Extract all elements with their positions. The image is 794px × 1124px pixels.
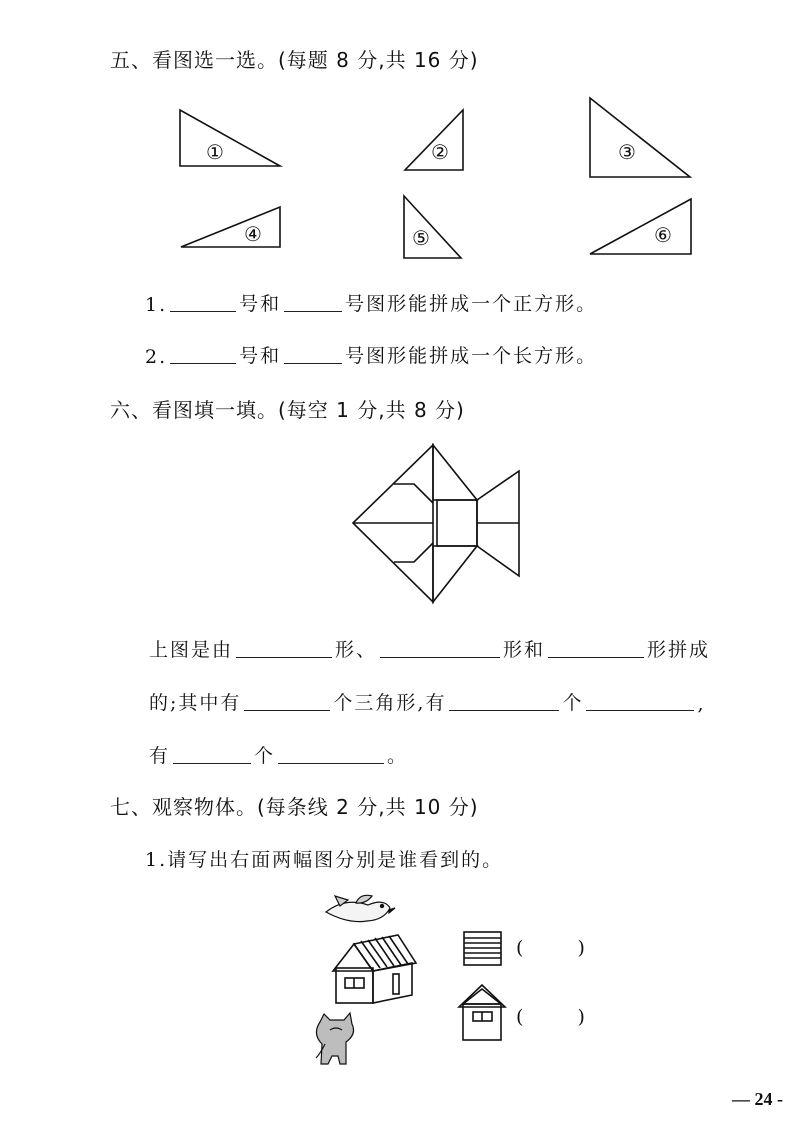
- fill-text: 个三角形,有: [333, 692, 447, 714]
- question-text: 号图形能拼成一个长方形。: [345, 345, 598, 367]
- fill-text: 个: [254, 745, 276, 767]
- fill-text: 的;其中有: [149, 692, 242, 714]
- question-text: 号和: [239, 293, 282, 315]
- fill-text: 有: [149, 745, 171, 767]
- section7-heading: 七、观察物体。(每条线 2 分,共 10 分): [110, 795, 479, 819]
- shape-label: ④: [244, 222, 262, 246]
- fill-text: 。: [387, 745, 409, 767]
- question-number: 2.: [145, 346, 168, 368]
- house-illustration: [333, 935, 416, 1003]
- cat-illustration: [316, 1013, 354, 1064]
- front-view-figure: [459, 985, 505, 1040]
- question-text: 号图形能拼成一个正方形。: [345, 293, 598, 315]
- shape-label: ⑥: [654, 223, 672, 247]
- fill-text: 形拼成: [647, 639, 711, 661]
- fill-text: 形和: [503, 639, 546, 661]
- top-view-figure: [464, 932, 501, 965]
- section5-heading: 五、看图选一选。(每题 8 分,共 16 分): [110, 48, 479, 72]
- section6-heading: 六、看图填一填。(每空 1 分,共 8 分): [110, 398, 465, 422]
- answer-paren-1[interactable]: ( ): [516, 937, 609, 959]
- s7-question-1: 1.请写出右面两幅图分别是谁看到的。: [145, 849, 504, 871]
- fill-text: 个: [562, 692, 584, 714]
- shape-label: ①: [206, 140, 224, 164]
- shape-label: ②: [431, 140, 449, 164]
- shape-label: ⑤: [412, 226, 430, 250]
- fill-text: 上图是由: [149, 639, 234, 661]
- fill-text: ,: [697, 693, 706, 715]
- shape-label: ③: [618, 140, 636, 164]
- fill-text: 形、: [335, 639, 378, 661]
- question-text: 号和: [239, 345, 282, 367]
- page-number: — 24 -: [732, 1089, 783, 1109]
- answer-paren-2[interactable]: ( ): [516, 1006, 609, 1028]
- question-number: 1.: [145, 294, 168, 316]
- bird-illustration: [326, 895, 395, 921]
